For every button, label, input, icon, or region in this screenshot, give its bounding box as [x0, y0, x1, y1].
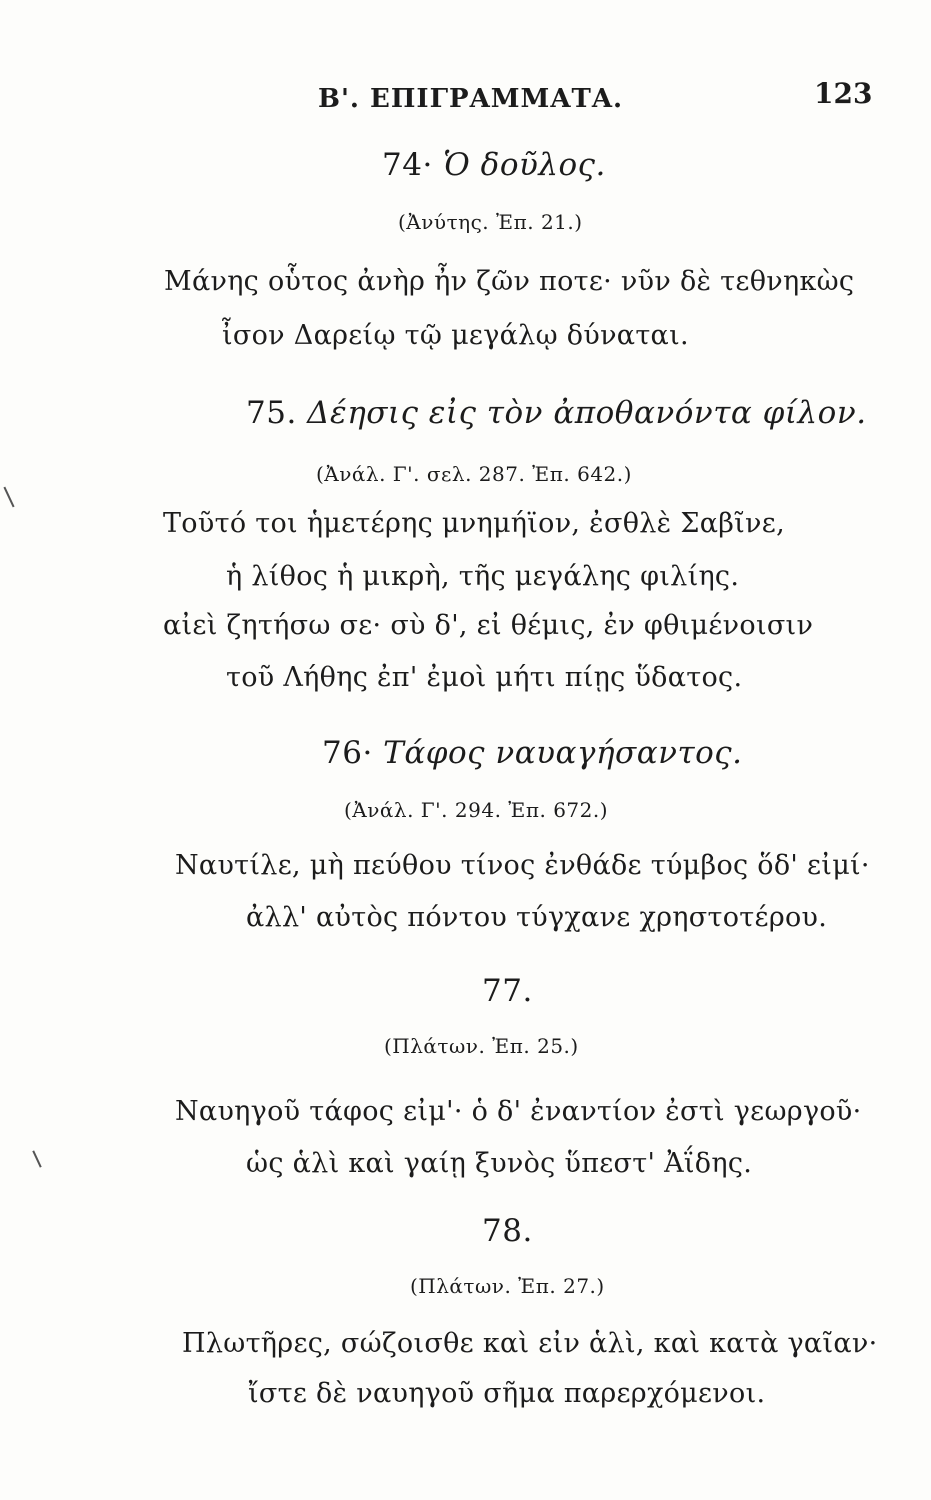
running-head: Β'. ΕΠΙΓΡΑΜΜΑΤΑ.: [318, 84, 624, 114]
epigram-77-line-2: ὡς ἁλὶ καὶ γαίῃ ξυνὸς ὕπεστ' Ἀΐδης.: [246, 1148, 753, 1179]
epigram-77-heading: [482, 973, 533, 1009]
epigram-76-line-2: ἀλλ' αὐτὸς πόντου τύγχανε χρηστοτέρου.: [246, 902, 828, 933]
epigram-74-line-2: ἶσον Δαρείῳ τῷ μεγάλῳ δύναται.: [222, 320, 689, 351]
epigram-76-source: (Ἀνάλ. Γ'. 294. Ἐπ. 672.): [344, 798, 609, 822]
epigram-78-line-2: ἴστε δὲ ναυηγοῦ σῆμα παρερχόμενοι.: [248, 1378, 766, 1409]
epigram-75-source: (Ἀνάλ. Γ'. σελ. 287. Ἐπ. 642.): [316, 462, 632, 486]
epigram-75-line-4: τοῦ Λήθης ἐπ' ἐμοὶ μήτι πίῃς ὕδατος.: [226, 662, 743, 693]
epigram-75-line-2: ἡ λίθος ἡ μικρὴ, τῆς μεγάλης φιλίης.: [226, 561, 740, 592]
epigram-number: 77.: [482, 973, 533, 1009]
epigram-74-source: (Ἀνύτης. Ἐπ. 21.): [398, 210, 583, 234]
epigram-number: 76·: [322, 735, 373, 771]
epigram-78-heading: [482, 1213, 533, 1249]
epigram-74-line-1: Μάνης οὗτος ἀνὴρ ἦν ζῶν ποτε· νῦν δὲ τεθνηκὼς: [164, 266, 855, 297]
epigram-title: Δέησις εἰς τὸν ἀποθανόντα φίλον.: [307, 395, 867, 431]
margin-mark: [32, 1150, 41, 1167]
page-number: 123: [814, 77, 873, 110]
epigram-title: Ὁ δοῦλος.: [443, 147, 606, 183]
epigram-74-heading: [382, 147, 606, 183]
epigram-number: 74·: [382, 147, 433, 183]
margin-mark: [3, 487, 14, 508]
epigram-75-line-1: Τοῦτό τοι ἡμετέρης μνημήϊον, ἐσθλὲ Σαβῖνε,: [163, 508, 785, 539]
epigram-number: 75.: [246, 395, 297, 431]
epigram-75-heading: [246, 395, 867, 431]
epigram-76-heading: [322, 735, 743, 771]
epigram-78-line-1: Πλωτῆρες, σώζοισθε καὶ εἰν ἁλὶ, καὶ κατὰ γαῖαν·: [182, 1328, 878, 1359]
epigram-title: Τάφος ναυαγήσαντος.: [383, 735, 743, 771]
epigram-78-source: (Πλάτων. Ἐπ. 27.): [410, 1274, 605, 1298]
epigram-number: 78.: [482, 1213, 533, 1249]
epigram-77-line-1: Ναυηγοῦ τάφος εἰμ'· ὁ δ' ἐναντίον ἐστὶ γεωργοῦ·: [175, 1096, 862, 1127]
epigram-76-line-1: Ναυτίλε, μὴ πεύθου τίνος ἐνθάδε τύμβος ὅδ' εἰμί·: [175, 850, 870, 881]
epigram-77-source: (Πλάτων. Ἐπ. 25.): [384, 1034, 579, 1058]
epigram-75-line-3: αἰεὶ ζητήσω σε· σὺ δ', εἰ θέμις, ἐν φθιμένοισιν: [163, 610, 814, 641]
